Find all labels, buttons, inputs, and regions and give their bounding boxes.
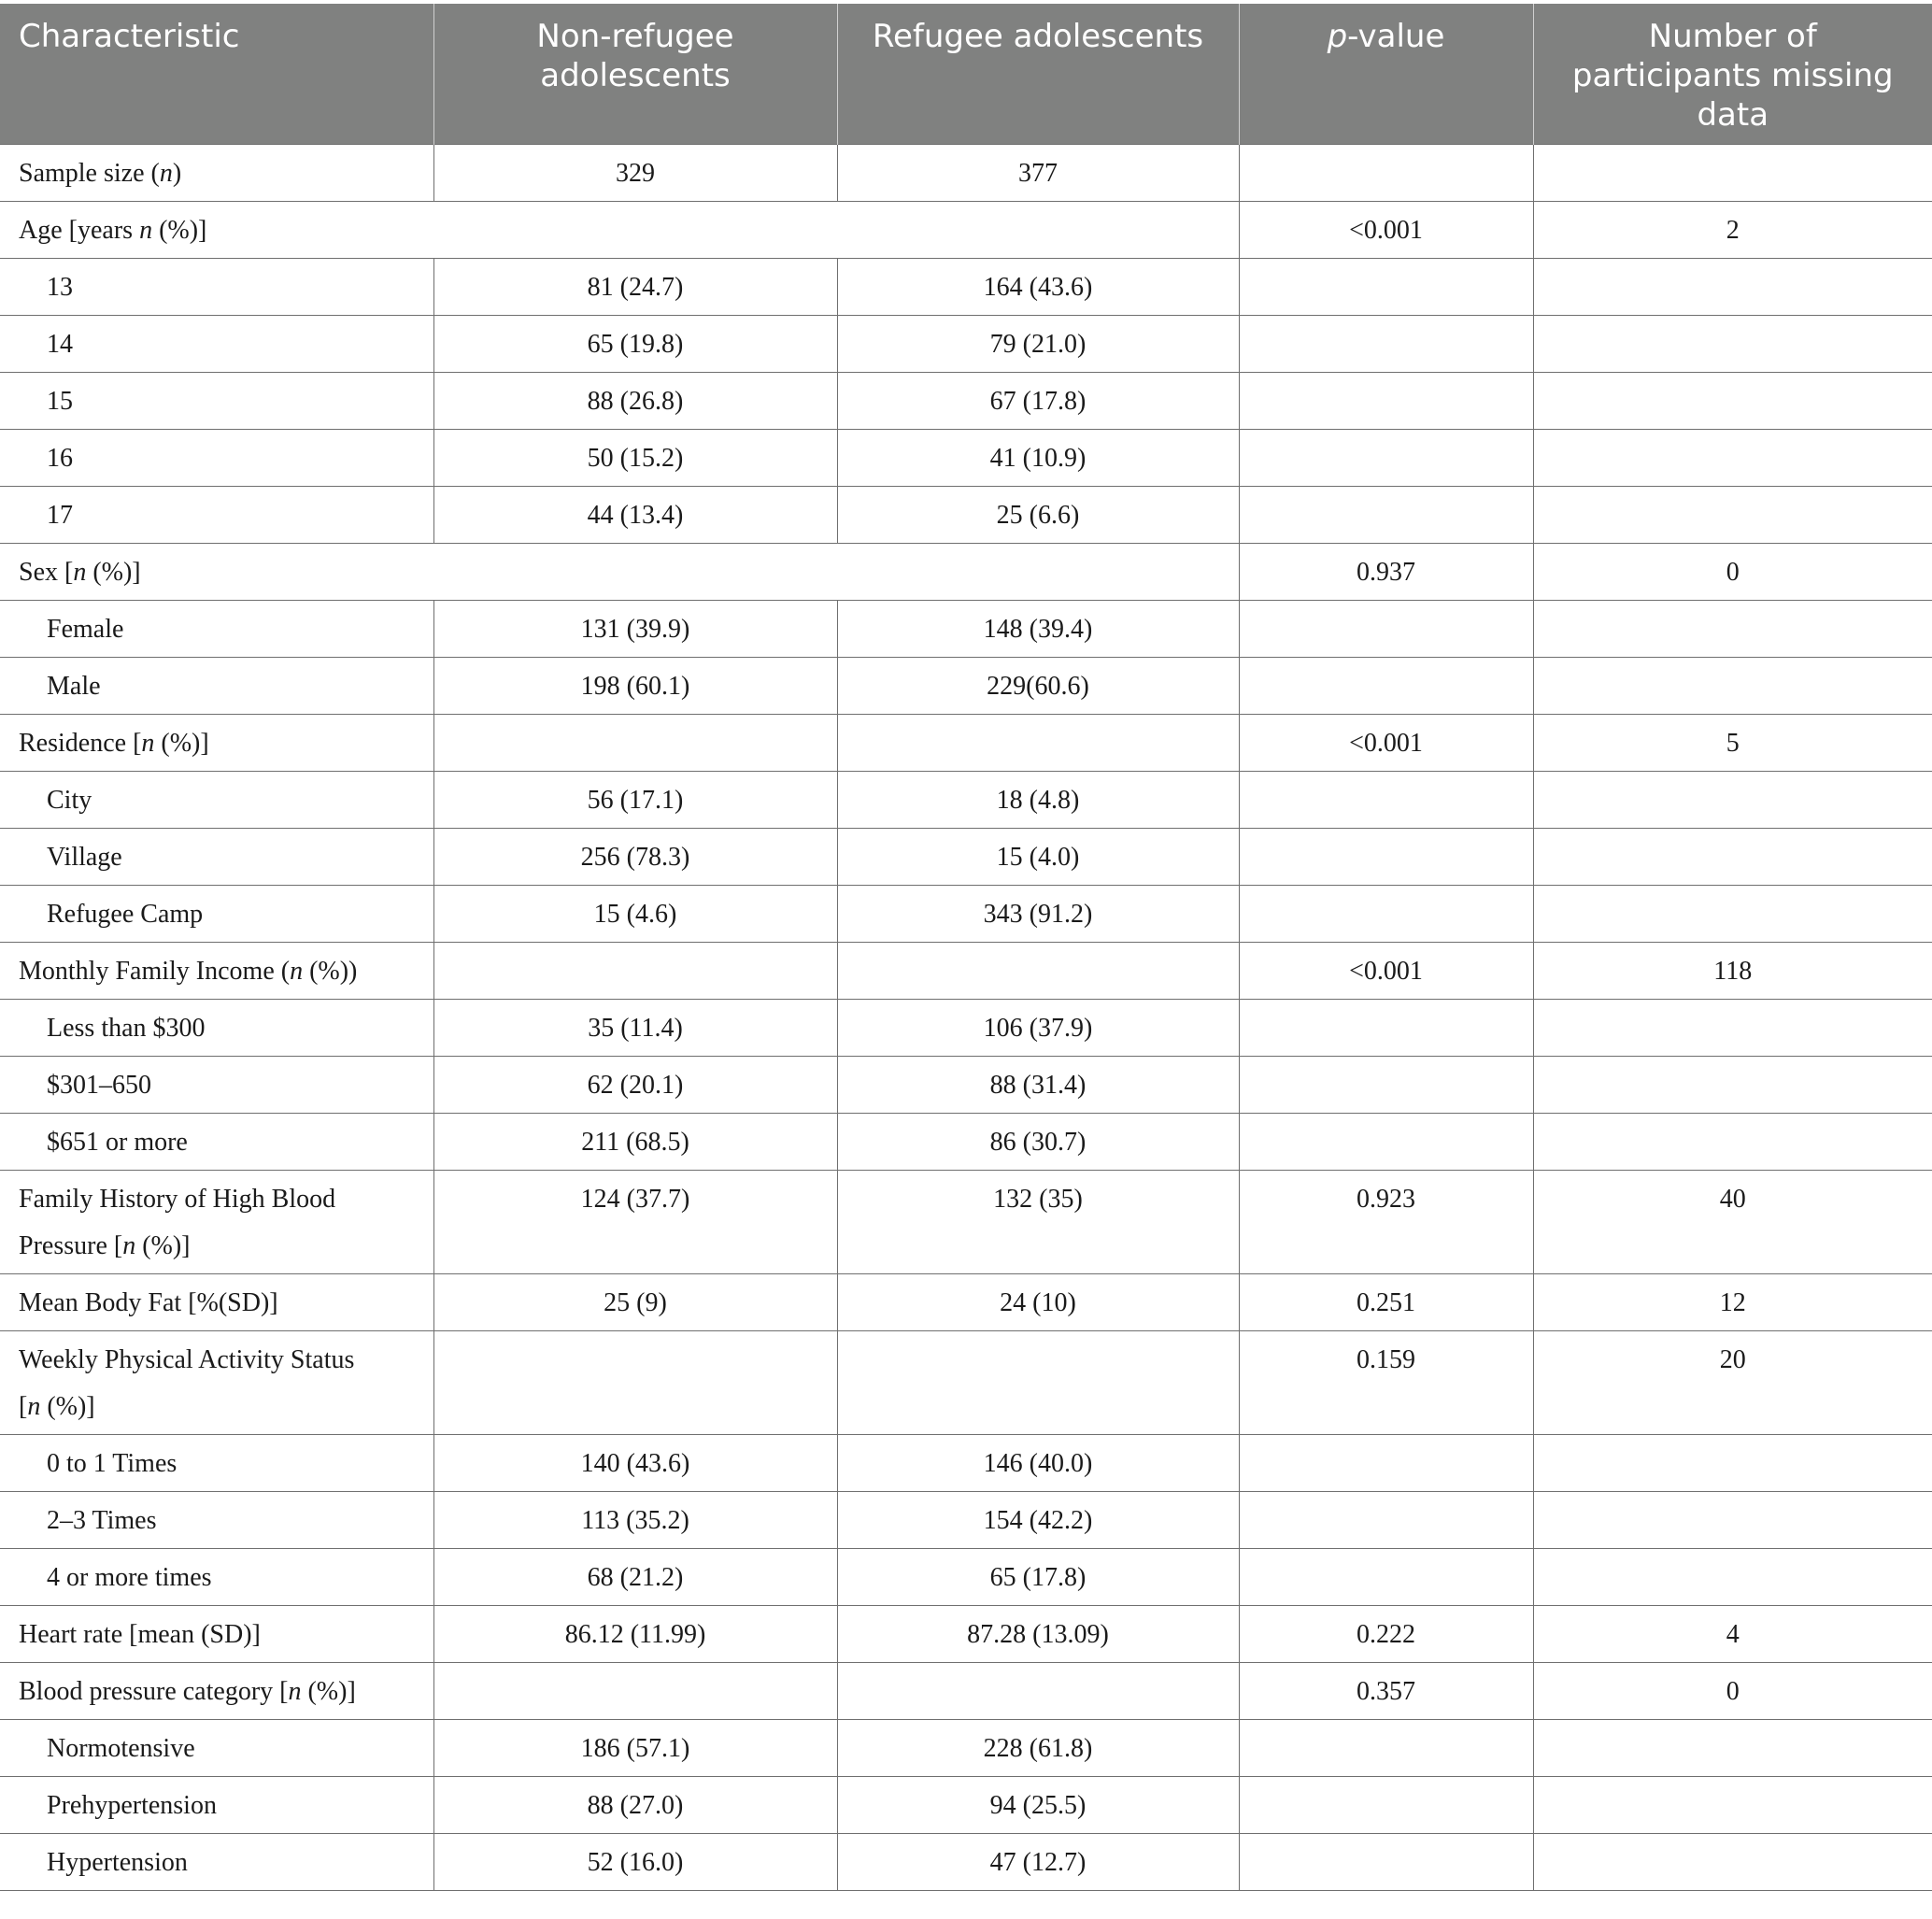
table-row xyxy=(0,1330,1932,1434)
missing-value: 2 xyxy=(1533,201,1932,258)
non-refugee-value: 131 (39.9) xyxy=(433,600,837,657)
missing-value: 4 xyxy=(1533,1605,1932,1662)
missing-value xyxy=(1533,1113,1932,1170)
refugee-value: 18 (4.8) xyxy=(837,771,1239,828)
missing-value xyxy=(1533,657,1932,714)
table-row xyxy=(0,942,1932,999)
p-value: 0.357 xyxy=(1239,1662,1533,1719)
non-refugee-value: 65 (19.8) xyxy=(433,315,837,372)
refugee-value: 377 xyxy=(837,144,1239,201)
non-refugee-value: 113 (35.2) xyxy=(433,1491,837,1548)
non-refugee-value: 35 (11.4) xyxy=(433,999,837,1056)
non-refugee-value: 25 (9) xyxy=(433,1273,837,1330)
missing-value xyxy=(1533,1548,1932,1605)
missing-value xyxy=(1533,429,1932,486)
table-row xyxy=(0,258,1932,315)
refugee-value: 79 (21.0) xyxy=(837,315,1239,372)
missing-value xyxy=(1533,999,1932,1056)
p-value xyxy=(1239,258,1533,315)
row-label: 0 to 1 Times xyxy=(0,1434,433,1491)
p-value xyxy=(1239,600,1533,657)
p-value xyxy=(1239,999,1533,1056)
table-row xyxy=(0,828,1932,885)
p-value xyxy=(1239,1719,1533,1776)
refugee-value xyxy=(837,1330,1239,1434)
non-refugee-value: 15 (4.6) xyxy=(433,885,837,942)
refugee-value: 343 (91.2) xyxy=(837,885,1239,942)
refugee-value: 106 (37.9) xyxy=(837,999,1239,1056)
table-row xyxy=(0,1273,1932,1330)
refugee-value: 132 (35) xyxy=(837,1170,1239,1273)
row-label: Normotensive xyxy=(0,1719,433,1776)
row-label: 4 or more times xyxy=(0,1548,433,1605)
table-row xyxy=(0,1719,1932,1776)
p-value: <0.001 xyxy=(1239,714,1533,771)
refugee-value xyxy=(837,942,1239,999)
non-refugee-value: 52 (16.0) xyxy=(433,1833,837,1890)
table-row xyxy=(0,1056,1932,1113)
missing-value xyxy=(1533,1776,1932,1833)
non-refugee-value: 56 (17.1) xyxy=(433,771,837,828)
refugee-value: 67 (17.8) xyxy=(837,372,1239,429)
row-label: 16 xyxy=(0,429,433,486)
table-row xyxy=(0,372,1932,429)
p-value: 0.937 xyxy=(1239,543,1533,600)
table-row xyxy=(0,714,1932,771)
refugee-value: 94 (25.5) xyxy=(837,1776,1239,1833)
non-refugee-value xyxy=(433,942,837,999)
table-row xyxy=(0,1491,1932,1548)
row-label: Village xyxy=(0,828,433,885)
p-value xyxy=(1239,885,1533,942)
p-value: 0.923 xyxy=(1239,1170,1533,1273)
header-characteristic: Characteristic xyxy=(0,4,433,144)
refugee-value: 148 (39.4) xyxy=(837,600,1239,657)
row-label: Mean Body Fat [%(SD)] xyxy=(0,1273,433,1330)
non-refugee-value: 81 (24.7) xyxy=(433,258,837,315)
missing-value: 40 xyxy=(1533,1170,1932,1273)
row-label: Less than $300 xyxy=(0,999,433,1056)
missing-value xyxy=(1533,315,1932,372)
table-row xyxy=(0,1605,1932,1662)
table-row xyxy=(0,1113,1932,1170)
p-value xyxy=(1239,1776,1533,1833)
missing-value xyxy=(1533,1056,1932,1113)
table-row xyxy=(0,1662,1932,1719)
non-refugee-value: 140 (43.6) xyxy=(433,1434,837,1491)
p-value: 0.222 xyxy=(1239,1605,1533,1662)
non-refugee-value: 256 (78.3) xyxy=(433,828,837,885)
missing-value xyxy=(1533,144,1932,201)
missing-value: 0 xyxy=(1533,543,1932,600)
p-value xyxy=(1239,1434,1533,1491)
non-refugee-value: 211 (68.5) xyxy=(433,1113,837,1170)
table-row xyxy=(0,600,1932,657)
p-value xyxy=(1239,1113,1533,1170)
refugee-value: 86 (30.7) xyxy=(837,1113,1239,1170)
non-refugee-value: 68 (21.2) xyxy=(433,1548,837,1605)
refugee-value: 154 (42.2) xyxy=(837,1491,1239,1548)
row-label: Blood pressure category [n (%)] xyxy=(0,1662,433,1719)
missing-value: 0 xyxy=(1533,1662,1932,1719)
header-non-refugee: Non-refugee adolescents xyxy=(433,4,837,144)
table-row xyxy=(0,885,1932,942)
refugee-value: 87.28 (13.09) xyxy=(837,1605,1239,1662)
missing-value xyxy=(1533,258,1932,315)
non-refugee-value: 329 xyxy=(433,144,837,201)
missing-value: 20 xyxy=(1533,1330,1932,1434)
non-refugee-value: 124 (37.7) xyxy=(433,1170,837,1273)
p-value: <0.001 xyxy=(1239,201,1533,258)
table-row xyxy=(0,1170,1932,1273)
p-value xyxy=(1239,144,1533,201)
row-label: Heart rate [mean (SD)] xyxy=(0,1605,433,1662)
non-refugee-value: 62 (20.1) xyxy=(433,1056,837,1113)
non-refugee-value: 88 (27.0) xyxy=(433,1776,837,1833)
table-row xyxy=(0,543,1932,600)
non-refugee-value: 186 (57.1) xyxy=(433,1719,837,1776)
row-label: Prehypertension xyxy=(0,1776,433,1833)
row-label: Sex [n (%)] xyxy=(0,543,1239,600)
row-label: Refugee Camp xyxy=(0,885,433,942)
missing-value: 12 xyxy=(1533,1273,1932,1330)
refugee-value: 25 (6.6) xyxy=(837,486,1239,543)
row-label: City xyxy=(0,771,433,828)
refugee-value xyxy=(837,1662,1239,1719)
table-row xyxy=(0,1833,1932,1890)
row-label: 17 xyxy=(0,486,433,543)
table-row xyxy=(0,1776,1932,1833)
row-label: Female xyxy=(0,600,433,657)
refugee-value xyxy=(837,714,1239,771)
table-row xyxy=(0,771,1932,828)
refugee-value: 47 (12.7) xyxy=(837,1833,1239,1890)
p-value xyxy=(1239,315,1533,372)
table-row xyxy=(0,1434,1932,1491)
row-label: Family History of High Blood Pressure [n (%)] xyxy=(0,1170,433,1273)
table-row xyxy=(0,657,1932,714)
p-value xyxy=(1239,1056,1533,1113)
p-value xyxy=(1239,828,1533,885)
refugee-value: 146 (40.0) xyxy=(837,1434,1239,1491)
table-row xyxy=(0,144,1932,201)
p-value: 0.159 xyxy=(1239,1330,1533,1434)
row-label: 13 xyxy=(0,258,433,315)
missing-value xyxy=(1533,1833,1932,1890)
non-refugee-value: 86.12 (11.99) xyxy=(433,1605,837,1662)
missing-value xyxy=(1533,1434,1932,1491)
non-refugee-value: 88 (26.8) xyxy=(433,372,837,429)
non-refugee-value xyxy=(433,1662,837,1719)
p-value xyxy=(1239,429,1533,486)
p-value: <0.001 xyxy=(1239,942,1533,999)
row-label: 14 xyxy=(0,315,433,372)
characteristics-table xyxy=(0,4,1932,1891)
refugee-value: 41 (10.9) xyxy=(837,429,1239,486)
p-value: 0.251 xyxy=(1239,1273,1533,1330)
non-refugee-value: 44 (13.4) xyxy=(433,486,837,543)
header-refugee: Refugee adolescents xyxy=(837,4,1239,144)
non-refugee-value xyxy=(433,1330,837,1434)
p-value xyxy=(1239,1491,1533,1548)
non-refugee-value: 50 (15.2) xyxy=(433,429,837,486)
refugee-value: 15 (4.0) xyxy=(837,828,1239,885)
header-row xyxy=(0,4,1932,144)
missing-value: 5 xyxy=(1533,714,1932,771)
table-row xyxy=(0,315,1932,372)
row-label: Hypertension xyxy=(0,1833,433,1890)
table-row xyxy=(0,486,1932,543)
missing-value xyxy=(1533,828,1932,885)
refugee-value: 164 (43.6) xyxy=(837,258,1239,315)
missing-value xyxy=(1533,885,1932,942)
row-label: $301–650 xyxy=(0,1056,433,1113)
p-value xyxy=(1239,657,1533,714)
p-value xyxy=(1239,372,1533,429)
missing-value xyxy=(1533,771,1932,828)
p-value xyxy=(1239,486,1533,543)
row-label: Weekly Physical Activity Status [n (%)] xyxy=(0,1330,433,1434)
missing-value xyxy=(1533,372,1932,429)
row-label: Monthly Family Income (n (%)) xyxy=(0,942,433,999)
row-label: 2–3 Times xyxy=(0,1491,433,1548)
table-row xyxy=(0,1548,1932,1605)
p-value xyxy=(1239,1548,1533,1605)
row-label: Sample size (n) xyxy=(0,144,433,201)
p-value xyxy=(1239,1833,1533,1890)
row-label: Residence [n (%)] xyxy=(0,714,433,771)
refugee-value: 24 (10) xyxy=(837,1273,1239,1330)
table-row xyxy=(0,999,1932,1056)
row-label: Male xyxy=(0,657,433,714)
non-refugee-value: 198 (60.1) xyxy=(433,657,837,714)
refugee-value: 88 (31.4) xyxy=(837,1056,1239,1113)
row-label: Age [years n (%)] xyxy=(0,201,1239,258)
row-label: 15 xyxy=(0,372,433,429)
missing-value: 118 xyxy=(1533,942,1932,999)
row-label: $651 or more xyxy=(0,1113,433,1170)
table-row xyxy=(0,201,1932,258)
p-value xyxy=(1239,771,1533,828)
missing-value xyxy=(1533,600,1932,657)
non-refugee-value xyxy=(433,714,837,771)
table-row xyxy=(0,429,1932,486)
refugee-value: 65 (17.8) xyxy=(837,1548,1239,1605)
missing-value xyxy=(1533,1491,1932,1548)
refugee-value: 229(60.6) xyxy=(837,657,1239,714)
refugee-value: 228 (61.8) xyxy=(837,1719,1239,1776)
missing-value xyxy=(1533,486,1932,543)
missing-value xyxy=(1533,1719,1932,1776)
header-p-value: p-value xyxy=(1239,4,1533,144)
header-missing: Number of participants missing data xyxy=(1533,4,1932,144)
